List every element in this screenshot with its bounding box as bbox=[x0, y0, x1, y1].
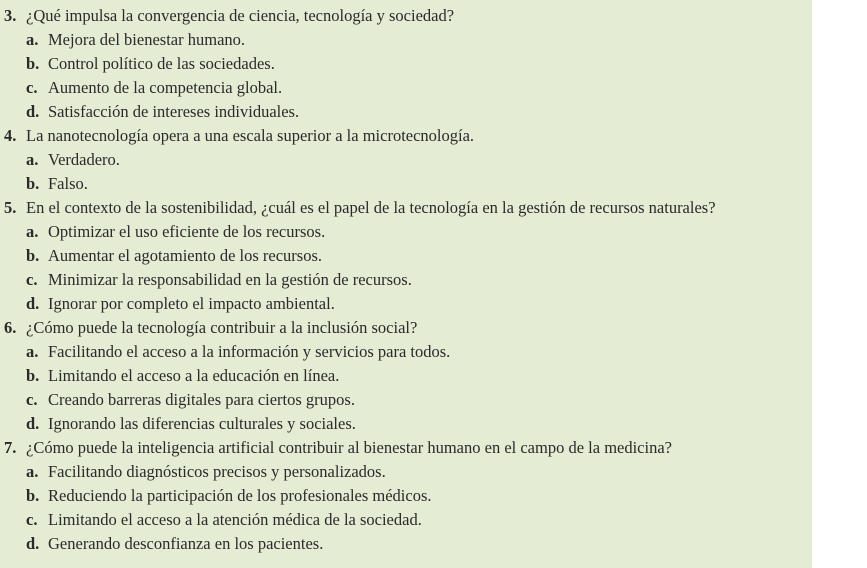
option-text: Generando desconfianza en los pacientes. bbox=[48, 534, 324, 553]
option-c[interactable] bbox=[0, 388, 812, 412]
option-letter: b. bbox=[26, 366, 40, 385]
option-letter: b. bbox=[26, 54, 40, 73]
option-a[interactable] bbox=[0, 220, 812, 244]
question-header bbox=[0, 124, 812, 148]
option-text: Falso. bbox=[48, 174, 88, 193]
option-text: Control político de las sociedades. bbox=[48, 54, 275, 73]
option-b[interactable] bbox=[0, 484, 812, 508]
option-a[interactable] bbox=[0, 340, 812, 364]
option-letter: a. bbox=[26, 222, 39, 241]
option-text: Minimizar la responsabilidad en la gestión de recursos. bbox=[48, 270, 412, 289]
option-text: Facilitando el acceso a la información y servicios para todos. bbox=[48, 342, 451, 361]
question-header bbox=[0, 4, 812, 28]
question-number: 4. bbox=[4, 126, 17, 145]
question-header bbox=[0, 436, 812, 460]
question-number: 7. bbox=[4, 438, 17, 457]
question-header bbox=[0, 196, 812, 220]
question-7 bbox=[0, 436, 812, 556]
option-b[interactable] bbox=[0, 244, 812, 268]
option-letter: c. bbox=[26, 510, 38, 529]
option-letter: b. bbox=[26, 174, 40, 193]
option-text: Reduciendo la participación de los profesionales médicos. bbox=[48, 486, 432, 505]
option-d[interactable] bbox=[0, 292, 812, 316]
option-text: Mejora del bienestar humano. bbox=[48, 30, 246, 49]
question-text: En el contexto de la sostenibilidad, ¿cuál es el papel de la tecnología en la gestión de recursos naturales? bbox=[26, 198, 716, 217]
option-d[interactable] bbox=[0, 100, 812, 124]
option-text: Limitando el acceso a la atención médica de la sociedad. bbox=[48, 510, 422, 529]
option-c[interactable] bbox=[0, 268, 812, 292]
question-number: 5. bbox=[4, 198, 17, 217]
option-letter: c. bbox=[26, 78, 38, 97]
option-c[interactable] bbox=[0, 76, 812, 100]
question-5 bbox=[0, 196, 812, 316]
option-d[interactable] bbox=[0, 532, 812, 556]
option-text: Ignorar por completo el impacto ambiental. bbox=[48, 294, 335, 313]
question-text: ¿Cómo puede la inteligencia artificial contribuir al bienestar humano en el campo de la medicina? bbox=[26, 438, 672, 457]
option-a[interactable] bbox=[0, 460, 812, 484]
question-list bbox=[0, 4, 812, 556]
question-text: ¿Qué impulsa la convergencia de ciencia, tecnología y sociedad? bbox=[26, 6, 455, 25]
question-6 bbox=[0, 316, 812, 436]
option-c[interactable] bbox=[0, 508, 812, 532]
option-letter: a. bbox=[26, 462, 39, 481]
option-b[interactable] bbox=[0, 172, 812, 196]
option-letter: a. bbox=[26, 150, 39, 169]
option-letter: d. bbox=[26, 294, 40, 313]
option-d[interactable] bbox=[0, 412, 812, 436]
question-text: ¿Cómo puede la tecnología contribuir a la inclusión social? bbox=[26, 318, 418, 337]
option-text: Limitando el acceso a la educación en línea. bbox=[48, 366, 340, 385]
option-letter: a. bbox=[26, 30, 39, 49]
question-number: 3. bbox=[4, 6, 17, 25]
option-a[interactable] bbox=[0, 148, 812, 172]
question-text: La nanotecnología opera a una escala superior a la microtecnología. bbox=[26, 126, 475, 145]
option-letter: c. bbox=[26, 270, 38, 289]
option-letter: c. bbox=[26, 390, 38, 409]
option-letter: a. bbox=[26, 342, 39, 361]
option-letter: d. bbox=[26, 414, 40, 433]
option-b[interactable] bbox=[0, 364, 812, 388]
option-b[interactable] bbox=[0, 52, 812, 76]
question-3 bbox=[0, 4, 812, 124]
option-letter: b. bbox=[26, 246, 40, 265]
option-text: Optimizar el uso eficiente de los recursos. bbox=[48, 222, 326, 241]
question-4 bbox=[0, 124, 812, 196]
option-text: Ignorando las diferencias culturales y sociales. bbox=[48, 414, 356, 433]
question-number: 6. bbox=[4, 318, 17, 337]
option-text: Verdadero. bbox=[48, 150, 120, 169]
option-text: Creando barreras digitales para ciertos grupos. bbox=[48, 390, 355, 409]
option-letter: d. bbox=[26, 534, 40, 553]
option-text: Facilitando diagnósticos precisos y personalizados. bbox=[48, 462, 386, 481]
question-header bbox=[0, 316, 812, 340]
option-text: Satisfacción de intereses individuales. bbox=[48, 102, 300, 121]
option-a[interactable] bbox=[0, 28, 812, 52]
option-text: Aumentar el agotamiento de los recursos. bbox=[48, 246, 322, 265]
option-letter: d. bbox=[26, 102, 40, 121]
option-letter: b. bbox=[26, 486, 40, 505]
option-text: Aumento de la competencia global. bbox=[48, 78, 283, 97]
